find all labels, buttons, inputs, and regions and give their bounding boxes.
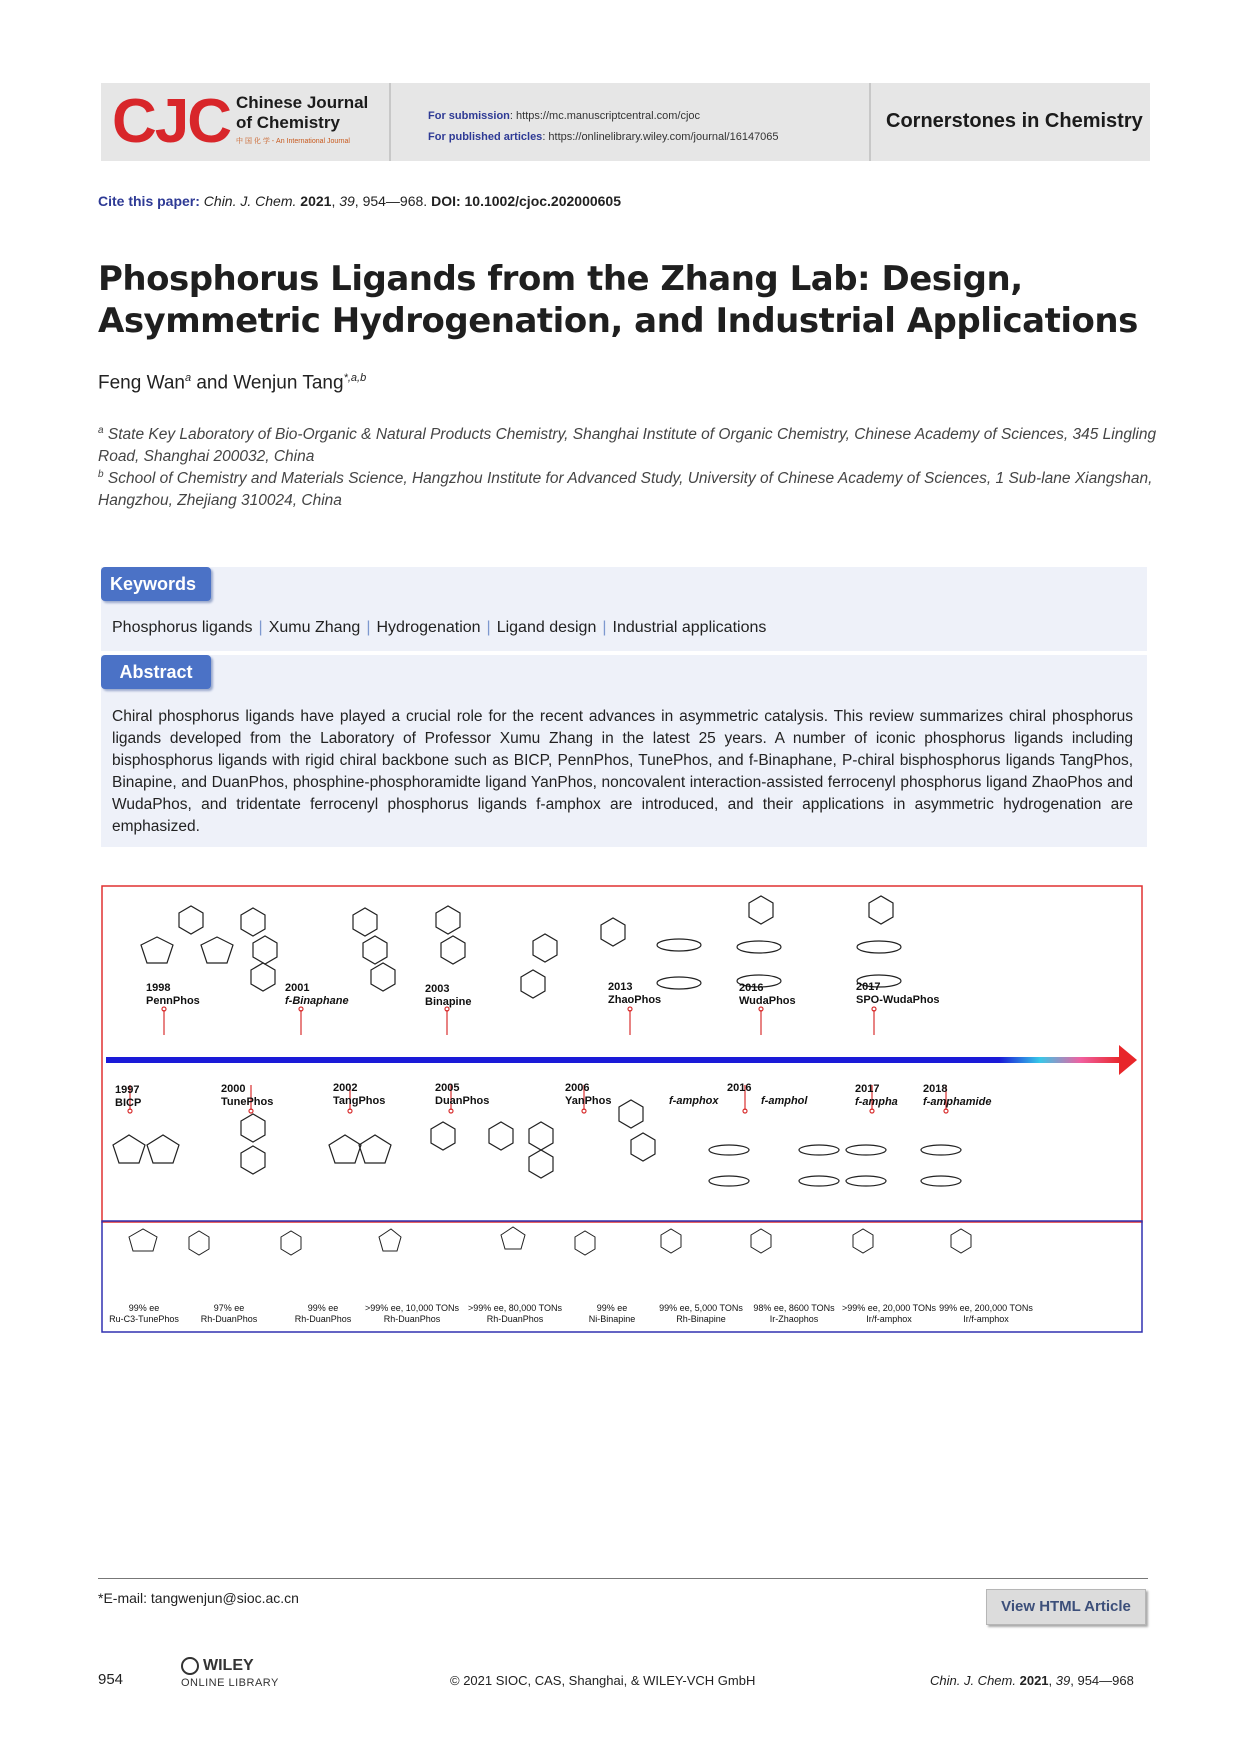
section-name: Cornerstones in Chemistry	[886, 110, 1143, 132]
journal-subtitle: 中 国 化 学 - An International Journal	[236, 138, 350, 145]
structure-tangphos	[329, 1135, 361, 1163]
copyright: © 2021 SIOC, CAS, Shanghai, & WILEY-VCH GmbH	[450, 1673, 756, 1688]
timeline-label-bottom: 2002 TangPhos	[333, 1082, 386, 1107]
view-html-button[interactable]: View HTML Article	[986, 1589, 1146, 1625]
cite-label: Cite this paper:	[98, 193, 200, 209]
journal-logo: CJC	[112, 87, 231, 156]
cite-doi[interactable]: DOI: 10.1002/cjoc.202000605	[431, 193, 621, 209]
structure-f-amphol	[799, 1145, 839, 1155]
keywords-list: Phosphorus ligands | Xumu Zhang | Hydrogenation | Ligand design | Industrial applications	[112, 619, 767, 636]
result-item: >99% ee, 80,000 TONs Rh-DuanPhos	[468, 1303, 562, 1324]
author-1: Feng Wan	[98, 372, 185, 394]
top-markers	[162, 1007, 876, 1035]
structure-f-binaphane	[241, 908, 265, 936]
journal-name-line1: Chinese Journal	[236, 93, 369, 112]
product-structures	[129, 1227, 971, 1255]
graphical-abstract	[101, 885, 1144, 1334]
result-item: >99% ee, 10,000 TONs Rh-DuanPhos	[365, 1303, 459, 1324]
timeline-label-top: 1998 PennPhos	[146, 982, 200, 1007]
abstract-text: Chiral phosphorus ligands have played a crucial role for the recent advances in asymmetric catalysis. This review summarizes chiral phosphorus ligands developed from the Laboratory of Professor Xumu Zhang in the latest 25 years. A number of iconic phosphorus ligands including bisphosphorus ligands with rigid chiral backbone such as BICP, PennPhos, TunePhos, and f-Binaphane, P-chiral bisphosphorus ligands TangPhos, Binapine, and DuanPhos, phosphine-phosphoramidte ligand YanPhos, noncovalent interaction-assisted ferrocenyl phosphorus ligand ZhaoPhos and WudaPhos, and tridentate ferrocenyl phosphorus ligands f-amphox are introduced, and their applications in asymmetric hydrogenation are emphasized.	[112, 708, 1133, 835]
footer-divider	[98, 1578, 1148, 1579]
structure-yanphos	[529, 1122, 553, 1150]
abstract-label: Abstract	[101, 655, 211, 689]
keywords-box	[101, 567, 1147, 651]
structure-zhaophos	[601, 918, 625, 946]
affiliation-b: $^b$ School of Chemistry and Materials Science, Hangzhou Institute for Advanced Study, University of Chinese Academy of Sciences, 1 Sub-lane Xiangshan, Hangzhou, Zhejiang 310024, China	[98, 469, 1153, 510]
paper-title: Phosphorus Ligands from the Zhang Lab: Design, Asymmetric Hydrogenation, and Industrial Applications	[98, 259, 1138, 341]
timeline-label-bottom: 2018 f-amphamide	[923, 1083, 992, 1108]
timeline-label-top: 2013 ZhaoPhos	[608, 981, 662, 1006]
timeline-label-top: 2003 Binapine	[425, 983, 472, 1008]
structure-f-amphox	[709, 1145, 749, 1155]
timeline-label-bottom: 2005 DuanPhos	[435, 1082, 490, 1107]
timeline-label-top: 2016 WudaPhos	[739, 982, 796, 1007]
timeline-arrow	[1119, 1045, 1137, 1075]
timeline-label-bottom: 2017 f-ampha	[855, 1083, 898, 1108]
timeline-label-bottom: f-amphol	[761, 1095, 808, 1107]
keyword: Phosphorus ligands	[112, 619, 253, 636]
timeline-label-top: 2017 SPO-WudaPhos	[856, 981, 940, 1006]
cite-pages: , 954—968.	[354, 193, 428, 209]
page-number: 954	[98, 1671, 124, 1688]
structure-tunephos	[241, 1114, 265, 1142]
wiley-logo-sub: ONLINE LIBRARY	[181, 1677, 279, 1689]
footer-citation: Chin. J. Chem. 2021, 39, 954—968	[930, 1673, 1134, 1688]
result-item: 99% ee Ni-Binapine	[588, 1303, 636, 1324]
timeline-label-bottom: 1997 BICP	[115, 1084, 142, 1109]
published-link[interactable]: : https://onlinelibrary.wiley.com/journal/16147065	[542, 131, 779, 143]
keyword: Industrial applications	[612, 619, 767, 636]
structure-binapine	[436, 906, 460, 934]
structure-duanphos	[431, 1122, 455, 1150]
cite-journal: Chin. J. Chem.	[203, 193, 297, 209]
published-label: For published articles	[428, 131, 543, 143]
author-2: and Wenjun Tang	[191, 372, 344, 394]
result-item: 99% ee Rh-DuanPhos	[294, 1303, 352, 1324]
submission-line	[428, 106, 700, 124]
corresponding-email[interactable]: *E-mail: tangwenjun@sioc.ac.cn	[98, 1590, 299, 1606]
cite-volume: 39	[339, 193, 355, 209]
structure-wudaphos	[749, 896, 773, 924]
keywords-label: Keywords	[101, 567, 211, 601]
result-item: 97% ee Rh-DuanPhos	[200, 1303, 258, 1324]
structure-spo-wudaphos	[869, 896, 893, 924]
structure-bicp	[113, 1135, 145, 1163]
timeline-label-bottom: 2000 TunePhos	[221, 1083, 274, 1108]
timeline-label-bottom: 2006 YanPhos	[565, 1082, 612, 1107]
timeline-figure	[101, 885, 1144, 1334]
submission-link[interactable]: : https://mc.manuscriptcentral.com/cjoc	[509, 110, 701, 122]
result-item: 99% ee Ru-C3-TunePhos	[109, 1303, 179, 1324]
structure-f-ampha	[846, 1145, 886, 1155]
journal-name-line2: of Chemistry	[236, 113, 340, 132]
keyword: Xumu Zhang	[268, 619, 361, 636]
published-line	[428, 127, 779, 145]
structure-f-amphamide	[921, 1145, 961, 1155]
cite-line: Cite this paper: Chin. J. Chem. 2021, 39, 954—968. DOI: 10.1002/cjoc.202000605	[98, 193, 621, 209]
submission-label: For submission	[428, 110, 510, 122]
affiliation-a: $^a$ State Key Laboratory of Bio-Organic & Natural Products Chemistry, Shanghai Institute of Organic Chemistry, Chinese Academy of Sciences, 345 Lingling Road, Shanghai 200032, China	[98, 425, 1157, 466]
structure-pennphos	[179, 906, 203, 934]
result-item: 99% ee, 200,000 TONs Ir/f-amphox	[939, 1303, 1033, 1324]
result-item: 98% ee, 8600 TONs Ir-Zhaophos	[753, 1303, 835, 1324]
result-item: 99% ee, 5,000 TONs Rh-Binapine	[659, 1303, 743, 1324]
cite-year: 2021	[300, 193, 332, 209]
author-list: Feng Wan$^a$ and Wenjun Tang$^{*,a,b}$	[98, 372, 367, 394]
timeline-label-bottom: 2016	[727, 1082, 752, 1094]
result-item: >99% ee, 20,000 TONs Ir/f-amphox	[842, 1303, 936, 1324]
timeline-axis	[106, 1057, 1121, 1063]
keyword: Ligand design	[496, 619, 597, 636]
wiley-logo-icon	[181, 1657, 199, 1675]
keyword: Hydrogenation	[376, 619, 481, 636]
timeline-label-bottom: f-amphox	[669, 1095, 719, 1107]
wiley-logo: WILEY	[203, 1657, 254, 1674]
timeline-label-top: 2001 f-Binaphane	[285, 982, 349, 1007]
